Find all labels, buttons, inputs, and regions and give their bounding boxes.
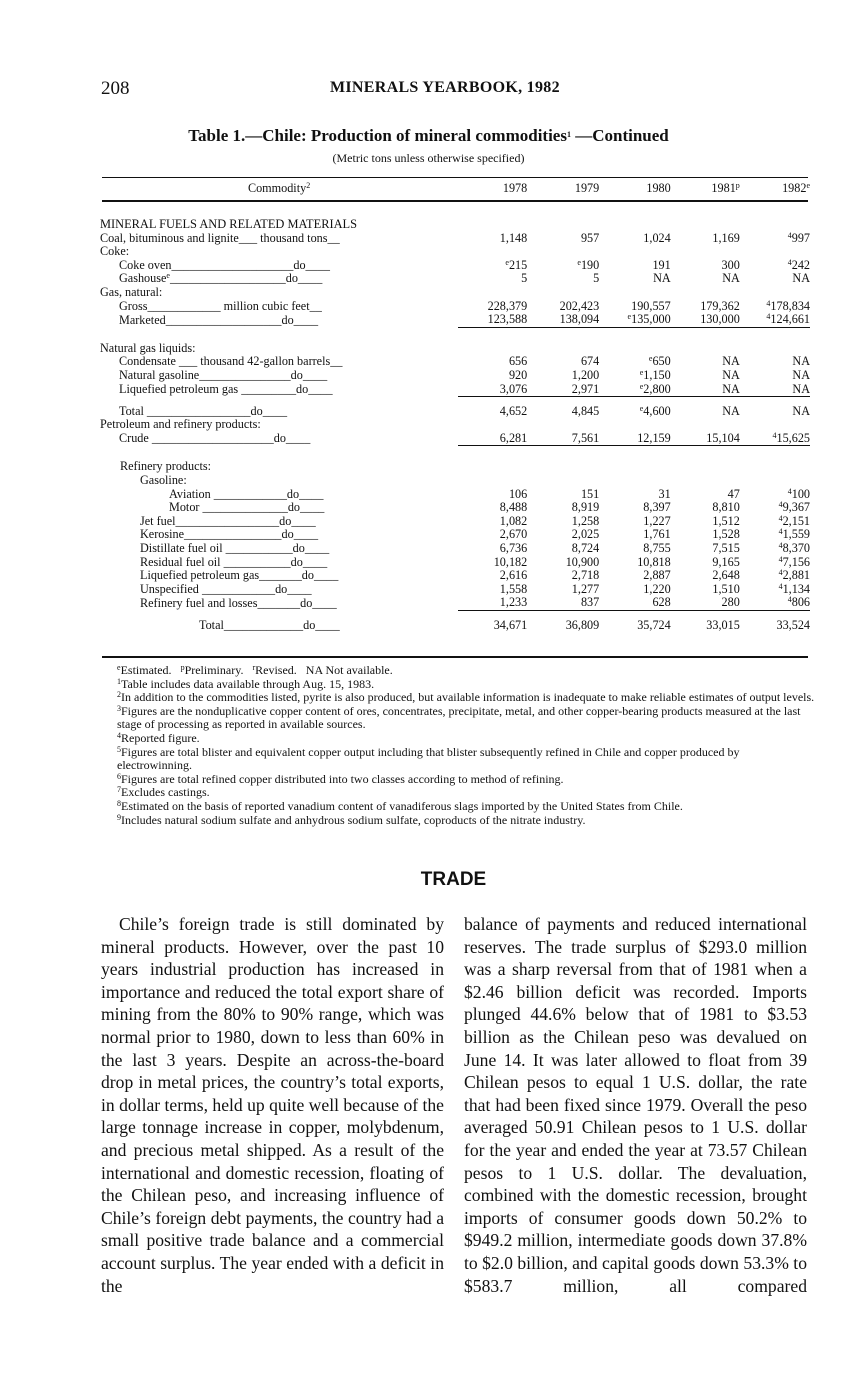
page-number: 208 [101,78,130,99]
table-row: Unspecified ____________do____ 1,558 1,277 1,220 1,510 $^4$1,134 [140,581,810,596]
table-row: Marketed___________________do____ 123,588 138,094 $^e$135,000 130,000 $^4$124,661 [119,312,810,327]
trade-paragraph-left: Chile’s foreign trade is still dominated by mineral products. However, over the past 10 years industrial production has increased in importance and reduced the total export share of mining from the 80% to 90% range, which was normal prior to 1980, down to less than 60% in the last 3 years. Despite an across-the-board drop in metal prices, the country’s total exports, in dollar terms, held up quite well because of the large tonnage increase in copper, molybdenum, and precious metal shipped. As a result of the international and domestic recession, floating of the Chilean peso, and increasing influence of Chile’s foreign debt payments, the country had a small positive trade balance and a commercial account surplus. The year ended with a deficit in the [101,914,444,1296]
table-row: Petroleum and refinery products: [100,417,261,432]
table-row: Refinery fuel and losses_______do____ 1,233 837 628 280 $^4$806 [140,595,810,610]
table-footnotes [117,664,817,827]
table-row: Gas, natural: [100,284,163,299]
col-header-1979: 1979 [574,181,600,196]
col-header-1981: 1981$^p$ [711,181,740,196]
table-row: Liquefied petroleum gas_______do____ 2,616 2,718 2,887 2,648 $^4$2,881 [140,568,810,583]
table-row: Total_____________do____ 34,671 36,809 35,724 33,015 33,524 [199,618,810,633]
table-title [0,126,857,146]
footnote-5: $^5$Figures are total blister and equivalent copper output including that blister subsequently refined in Chile and copper produced by electrowinning. [117,744,740,773]
col-header-1980: 1980 [646,181,671,196]
running-title: MINERALS YEARBOOK, 1982 [330,79,560,96]
table-row: Residual fuel oil ___________do____ 10,182 10,900 10,818 9,165 $^4$7,156 [140,554,810,569]
table-header-row [100,178,810,200]
table-row: Coal, bituminous and lignite___ thousand tons__ 1,148 957 1,024 1,169 $^4$997 [100,230,810,245]
production-table [100,178,810,633]
table-title-sup: 1 [566,130,571,139]
table-row: Condensate ___ thousand 42-gallon barrels__ 656 674 $^e$650 NA NA [119,354,810,369]
table-row: Natural gas liquids: [100,340,196,355]
col-header-commodity: Commodity$^2$ [247,181,311,196]
footnote-4: $^4$Reported figure. [117,730,200,745]
footnote-9: $^9$Includes natural sodium sulfate and anhydrous sodium sulfate, coproducts of the nitrate industry. [117,812,586,827]
footnote-3: $^3$Figures are the nonduplicative copper content of ores, concentrates, precipitate, metal, and other copper-bearing products measured at the last stage of processing as reported in available sources. [117,703,801,732]
table-row: Natural gasoline_______________do____ 920 1,200 $^e$1,150 NA NA [119,367,810,382]
footnote-legend: $^e$Estimated. $^p$Preliminary. $^r$Revised. NA Not available. [117,663,393,677]
table-row: Aviation ____________do____ 106 151 31 47 $^4$100 [169,486,810,501]
table-row: Coke: [100,244,130,259]
section-heading-row [100,218,810,232]
table-row: Total _________________do____ 4,652 4,845 $^e$4,600 NA NA [119,403,810,418]
table-row: Liquefied petroleum gas _________do____ 3,076 2,971 $^e$2,800 NA NA [119,381,810,397]
table-row: Gasoline: [140,473,187,487]
table-row: Coke oven____________________do____ $^e$215 $^e$190 191 300 $^4$242 [119,257,810,272]
table-row: Gross____________ million cubic feet__ 228,379 202,423 190,557 179,362 $^4$178,834 [119,298,810,313]
table-subtitle: (Metric tons unless otherwise specified) [332,151,525,165]
table-bottom-rule [102,656,808,658]
col-header-1978: 1978 [502,181,528,196]
trade-column-right [464,913,807,1297]
table-row: Motor ______________do____ 8,488 8,919 8,397 8,810 $^4$9,367 [169,500,810,515]
trade-column-left [101,913,444,1297]
table-row: Distillate fuel oil ___________do____ 6,736 8,724 8,755 7,515 $^4$8,370 [140,540,810,555]
col-header-1982: 1982e [782,181,810,196]
table-title-text: Table 1.—Chile: Production of mineral commodities [188,126,567,145]
footnote-6: $^6$Figures are total refined copper distributed into two classes according to method of refining. [117,771,564,786]
table-title-suffix: —Continued [570,126,669,145]
footnote-7: $^7$Excludes castings. [117,785,210,800]
table-row: Kerosine________________do____ 2,670 2,025 1,761 1,528 $^4$1,559 [140,527,810,542]
footnote-1: $^1$Table includes data available through Aug. 15, 1983. [117,676,375,691]
footnote-2: $^2$In addition to the commodities listed, pyrite is also produced, but available information is inadequate to make reliable estimates of output levels. [117,690,815,705]
section-heading-trade: TRADE [420,869,487,890]
section-fuels: MINERAL FUELS AND RELATED MATERIALS [100,217,357,231]
footnote-8: $^8$Estimated on the basis of reported vanadium content of vanadiferous slags imported by the United States from Chile. [117,798,683,813]
table-row: Crude ____________________do____ 6,281 7,561 12,159 15,104 $^4$15,625 [119,430,810,446]
table-row: Jet fuel_________________do____ 1,082 1,258 1,227 1,512 $^4$2,151 [140,513,810,528]
table-row: Gashouse$^e$___________________do____ 5 5 NA NA NA [119,271,810,286]
table-row: Refinery products: [120,459,212,474]
trade-paragraph-right: balance of payments and reduced international reserves. The trade surplus of $293.0 million was a sharp reversal from that of 1981 when a $2.46 billion deficit was recorded. Imports plunged 44.6% below that of 1981 to $3.53 billion as the Chilean peso was devalued on June 14. It was later allowed to float from 39 Chilean pesos to equal 1 U.S. dollar, the rate that had been fixed since 1979. Overall the peso averaged 50.91 Chilean pesos to 1 U.S. dollar for the year and ended the year at 73.57 Chilean pesos to 1 U.S. dollar. The devaluation, combined with the domestic recession, brought imports of consumer goods down 50.2% to $949.2 million, intermediate goods down 37.8% to $2.0 billion, and capital goods down 53.3% to $583.7 million, all compared [464,914,807,1296]
